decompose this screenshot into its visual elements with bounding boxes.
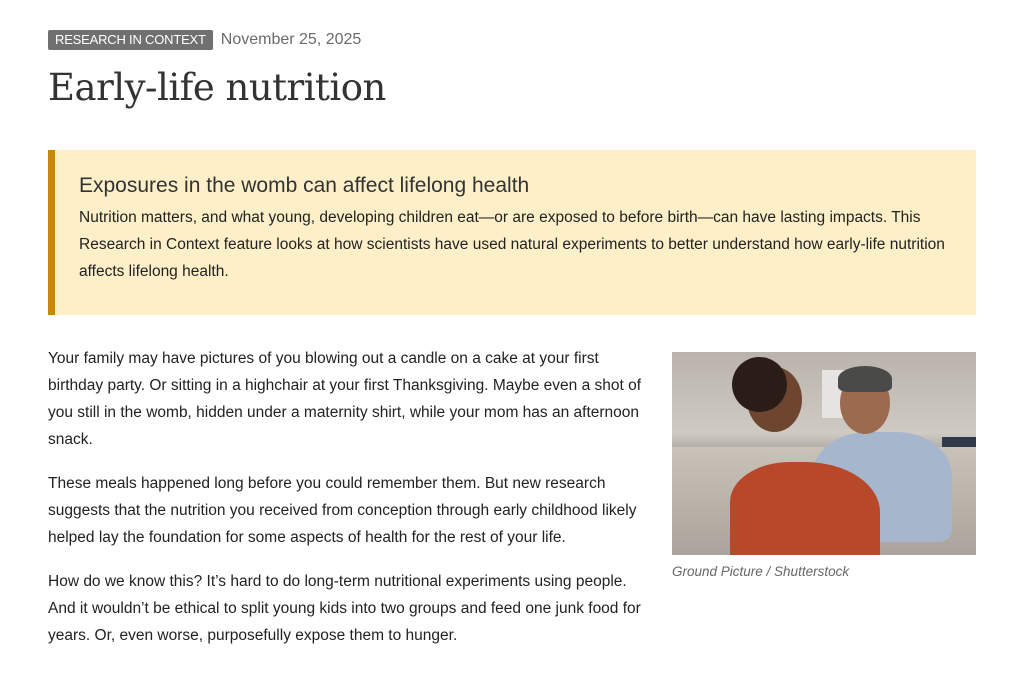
category-badge[interactable]: RESEARCH IN CONTEXT [48,30,213,50]
page-title: Early-life nutrition [48,66,386,109]
article-paragraph: These meals happened long before you could remember them. But new research suggests that the nutrition you received from conception through early childhood likely helped lay the foundation for some aspects of health for the rest of your life. [48,475,637,546]
callout-heading: Exposures in the womb can affect lifelong health [79,174,530,197]
publish-date: November 25, 2025 [220,31,362,48]
article-body [48,345,653,666]
figure-caption: Ground Picture / Shutterstock [672,564,850,579]
callout-text: Nutrition matters, and what young, developing children eat—or are exposed to before birth—can have lasting impacts. This Research in Context feature looks at how scientists have used natural experiments to better understand how early-life nutrition affects lifelong health. [79,209,945,280]
summary-callout [48,150,976,315]
article-paragraph: How do we know this? It’s hard to do long-term nutritional experiments using people. And it wouldn’t be ethical to split young kids into two groups and feed one junk food for years. Or, even worse, purposefully expose them to hunger. [48,573,641,644]
article-paragraph: Your family may have pictures of you blowing out a candle on a cake at your first birthday party. Or sitting in a highchair at your first Thanksgiving. Maybe even a shot of you still in the womb, hidden under a maternity shirt, while your mom has an afternoon snack. [48,350,642,448]
couple-photo [672,352,976,555]
article-figure [672,352,976,579]
article-meta [48,30,361,50]
